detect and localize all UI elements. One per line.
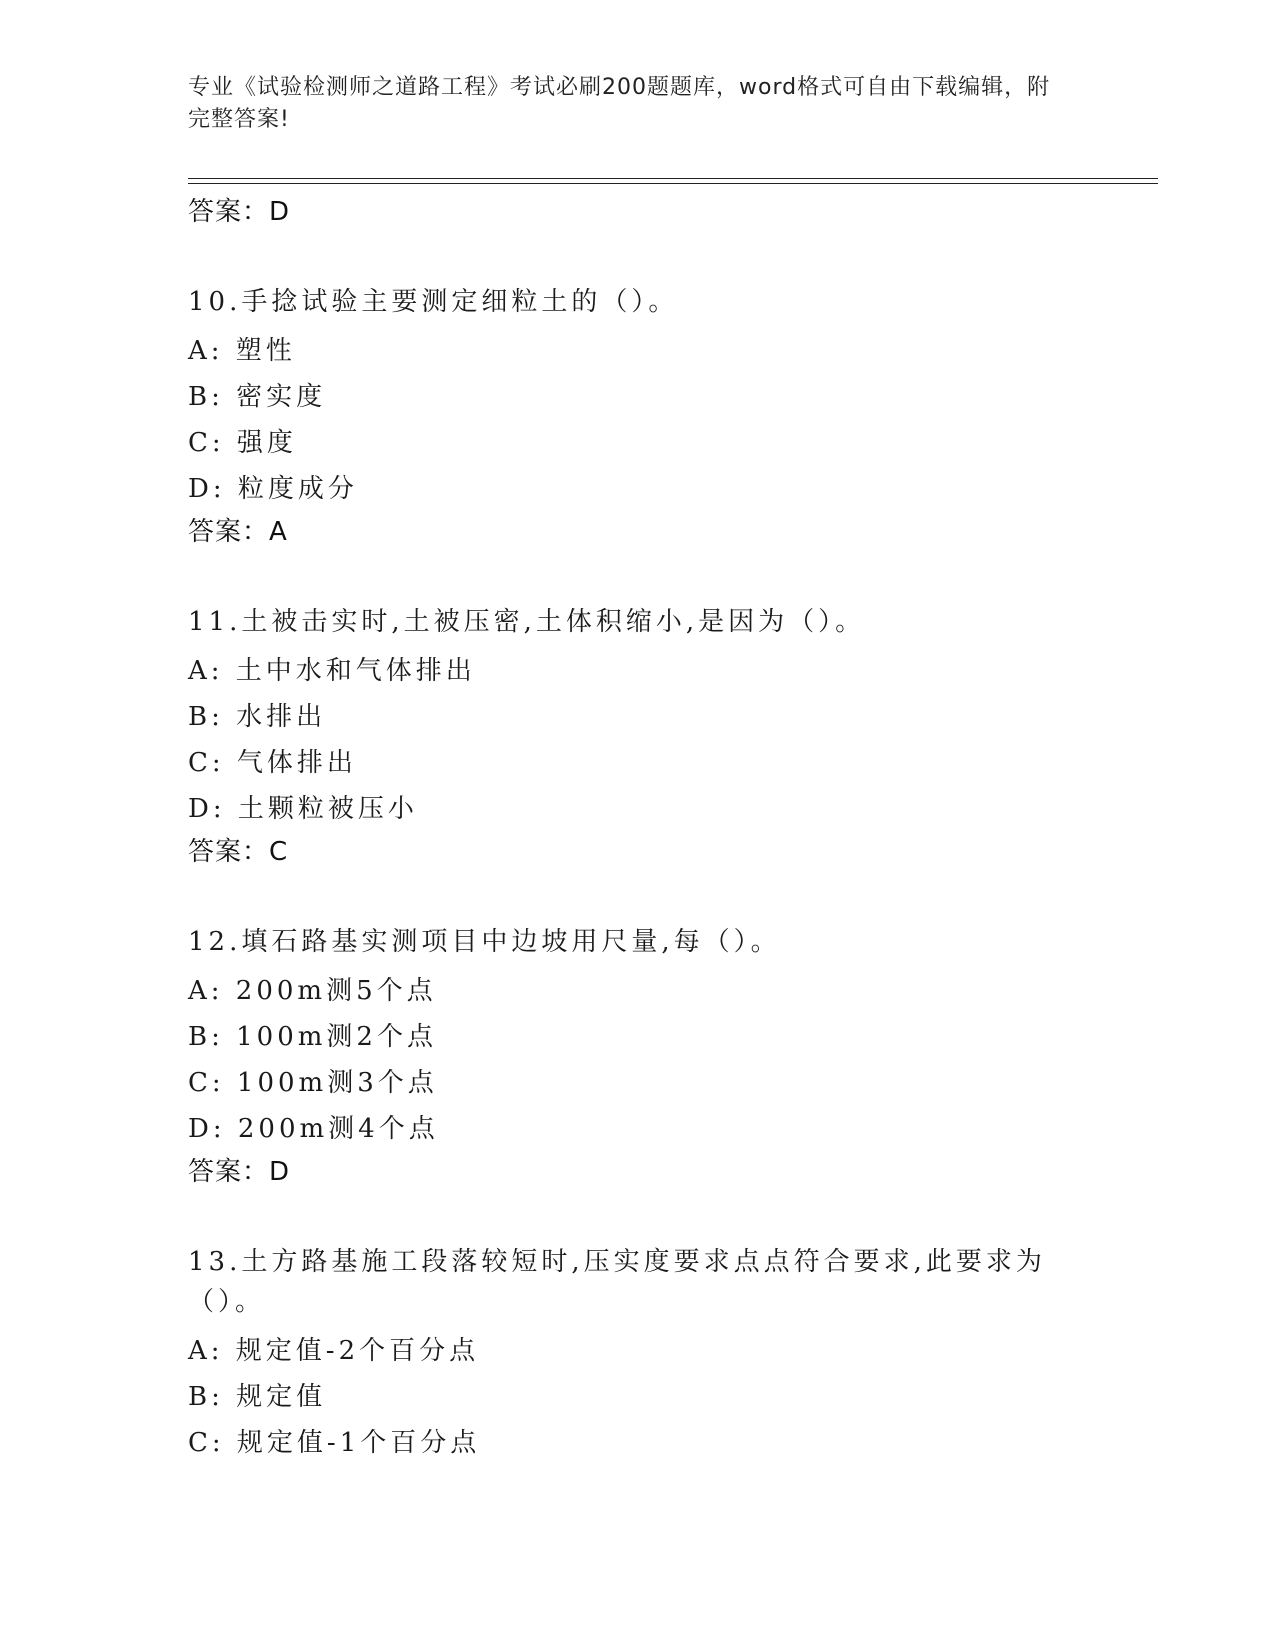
answer-line: 答案：A bbox=[188, 517, 288, 547]
question-block bbox=[188, 1242, 1088, 1466]
question-stem: 11.土被击实时,土被压密,土体积缩小,是因为（）。 bbox=[188, 607, 866, 637]
question-block bbox=[188, 602, 1088, 832]
question-stem: 10.手捻试验主要测定细粒土的（）。 bbox=[188, 287, 679, 317]
answer-line: 答案：C bbox=[188, 837, 289, 867]
question-block bbox=[188, 922, 1088, 1152]
answer-line: 答案：D bbox=[188, 197, 291, 227]
question-stem: 13.土方路基施工段落较短时,压实度要求点点符合要求,此要求为（）。 bbox=[188, 1247, 1046, 1317]
option-b: B: 规定值 bbox=[188, 1382, 327, 1412]
option-b: B: 密实度 bbox=[188, 382, 327, 412]
header-rule-top bbox=[188, 178, 1158, 179]
option-c: C: 强度 bbox=[188, 428, 297, 458]
option-b: B: 100m测2个点 bbox=[188, 1022, 437, 1052]
answer-line: 答案：D bbox=[188, 1157, 291, 1187]
question-stem: 12.填石路基实测项目中边坡用尺量,每（）。 bbox=[188, 927, 781, 957]
option-a: A: 规定值-2个百分点 bbox=[188, 1336, 480, 1366]
header-rule-bottom bbox=[188, 183, 1158, 184]
question-list bbox=[188, 192, 1088, 1466]
option-d: D: 土颗粒被压小 bbox=[188, 794, 418, 824]
document-header: 专业《试验检测师之道路工程》考试必刷200题题库，word格式可自由下载编辑，附完整答案! bbox=[188, 75, 1051, 132]
option-a: A: 塑性 bbox=[188, 336, 296, 366]
question-block bbox=[188, 282, 1088, 512]
option-c: C: 气体排出 bbox=[188, 748, 357, 778]
option-c: C: 100m测3个点 bbox=[188, 1068, 438, 1098]
option-a: A: 200m测5个点 bbox=[188, 976, 437, 1006]
option-c: C: 规定值-1个百分点 bbox=[188, 1428, 481, 1458]
option-b: B: 水排出 bbox=[188, 702, 327, 732]
option-d: D: 200m测4个点 bbox=[188, 1114, 439, 1144]
option-a: A: 土中水和气体排出 bbox=[188, 656, 476, 686]
option-d: D: 粒度成分 bbox=[188, 474, 358, 504]
